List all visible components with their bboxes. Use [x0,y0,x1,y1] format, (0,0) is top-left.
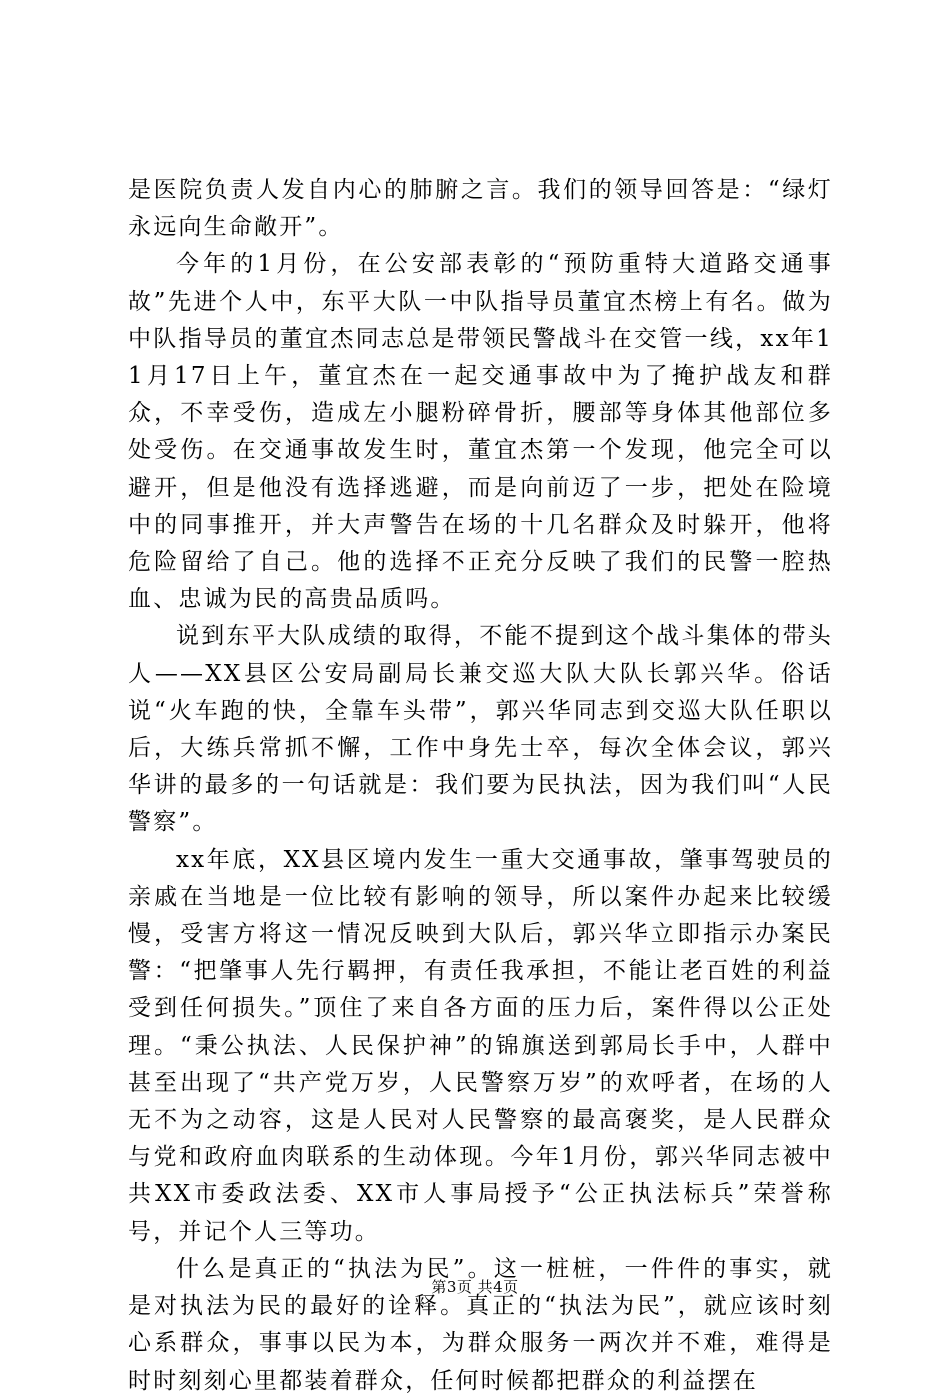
page-number-footer: 第3页 共4页 [431,1278,519,1296]
paragraph-4: xx年底，XX县区境内发生一重大交通事故，肇事驾驶员的亲戚在当地是一位比较有影响的领导，所以案件办起来比较缓慢，受害方将这一情况反映到大队后，郭兴华立即指示办案民警：“把肇事人先行羁押，有责任我承担，不能让老百姓的利益受到任何损失。”顶住了来自各方面的压力后，案件得以公正处理。“秉公执法、人民保护神”的锦旗送到郭局长手中，人群中甚至出现了“共产党万岁，人民警察万岁”的欢呼者，在场的人无不为之动容，这是人民对人民警察的最高褒奖，是人民群众与党和政府血肉联系的生动体现。今年1月份，郭兴华同志被中共XX市委政法委、XX市人事局授予“公正执法标兵”荣誉称号，并记个人三等功。 [128,846,833,1245]
paragraph-3: 说到东平大队成绩的取得，不能不提到这个战斗集体的带头人——XX县区公安局副局长兼交巡大队大队长郭兴华。俗话说“火车跑的快，全靠车头带”，郭兴华同志到交巡大队任职以后，大练兵常抓不懈，工作中身先士卒，每次全体会议，郭兴华讲的最多的一句话就是：我们要为民执法，因为我们叫“人民警察”。 [128,623,833,836]
paragraph-1: 是医院负责人发自内心的肺腑之言。我们的领导回答是：“绿灯永远向生命敞开”。 [128,177,833,241]
paragraph-2: 今年的1月份，在公安部表彰的“预防重特大道路交通事故”先进个人中，东平大队一中队指导员董宜杰榜上有名。做为中队指导员的董宜杰同志总是带领民警战斗在交管一线，xx年11月17日上午，董宜杰在一起交通事故中为了掩护战友和群众，不幸受伤，造成左小腿粉碎骨折，腰部等身体其他部位多处受伤。在交通事故发生时，董宜杰第一个发现，他完全可以避开，但是他没有选择逃避，而是向前迈了一步，把处在险境中的同事推开，并大声警告在场的十几名群众及时躲开，他将危险留给了自己。他的选择不正充分反映了我们的民警一腔热血、忠诚为民的高贵品质吗。 [128,251,833,613]
paragraph-5: 什么是真正的“执法为民”。这一桩桩，一件件的事实，就是对执法为民的最好的诠释。真正的“执法为民”，就应该时刻心系群众，事事以民为本，为群众服务一两次并不难，难得是时时刻刻心里都装着群众，任何时候都把群众的利益摆在 [128,1255,833,1394]
document-body [128,172,833,1400]
